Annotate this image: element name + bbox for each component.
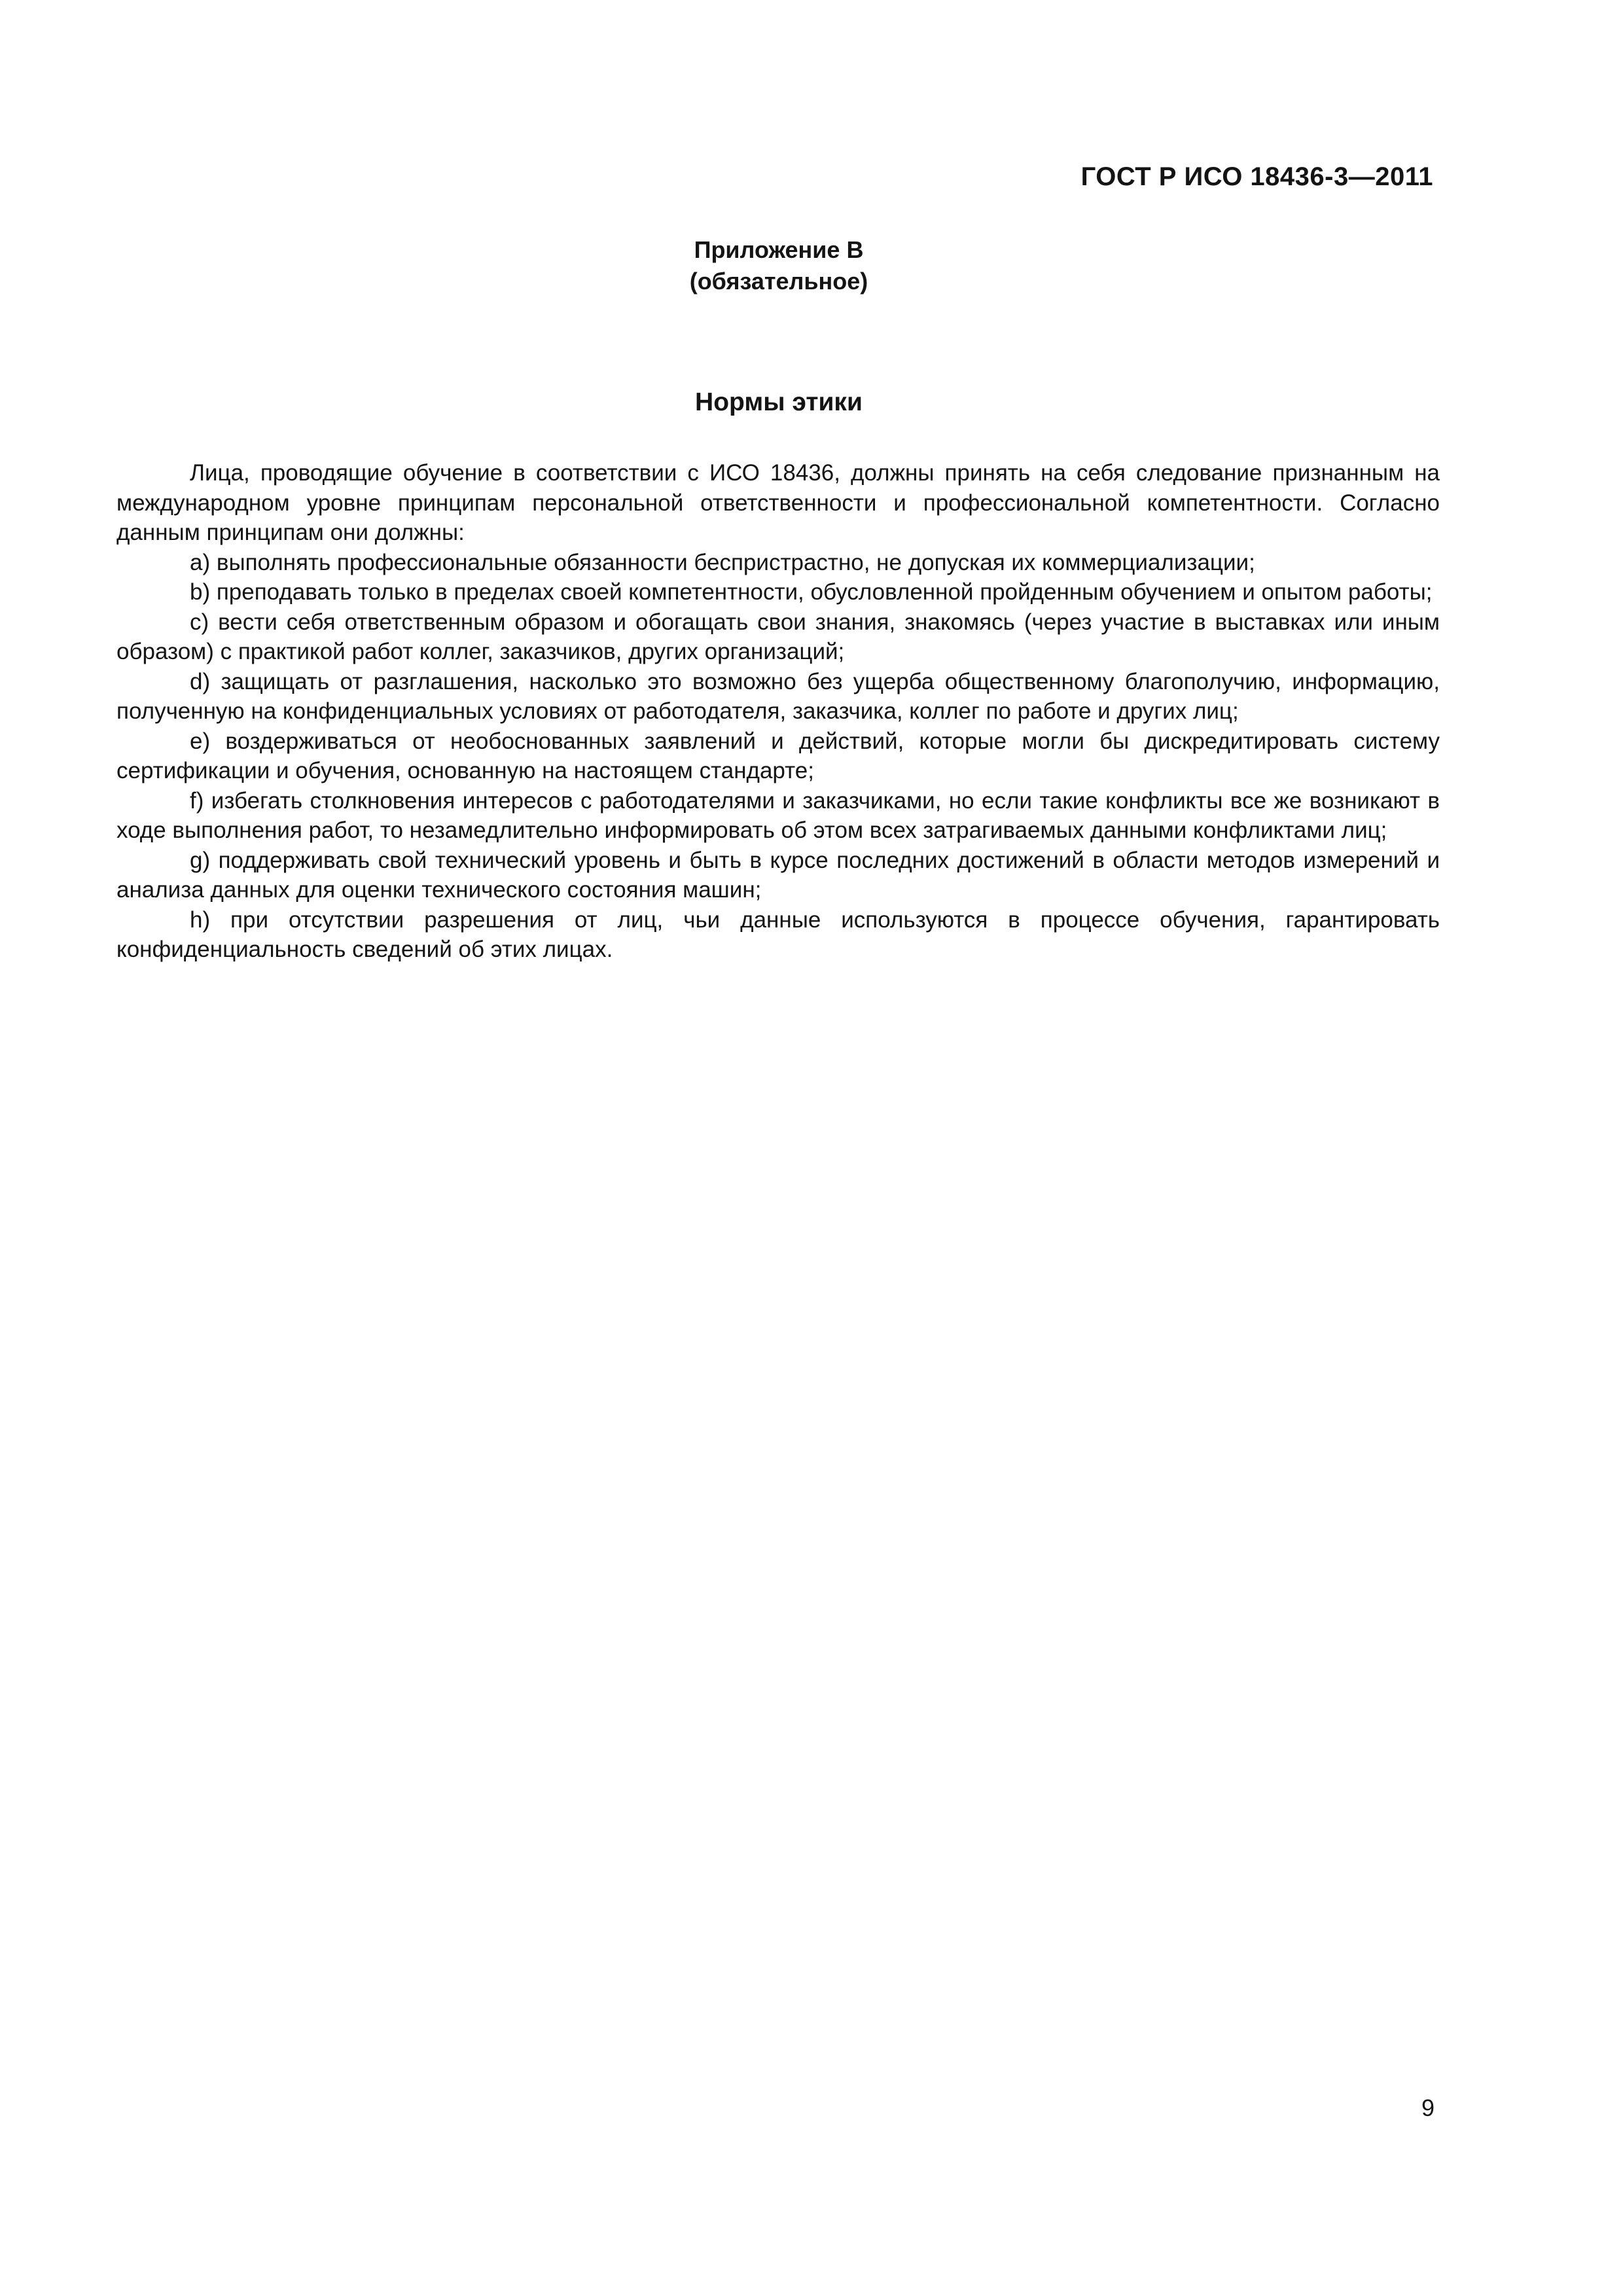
page-number: 9	[1421, 2094, 1435, 2121]
list-item-c: c) вести себя ответственным образом и обогащать свои знания, знакомясь (через участие в выставках или иным образом) с практикой работ коллег, заказчиков, других организаций;	[116, 609, 1440, 664]
list-item-g: g) поддерживать свой технический уровень и быть в курсе последних достижений в области методов измерений и анализа данных для оценки технического состояния машин;	[116, 847, 1440, 903]
list-item-h: h) при отсутствии разрешения от лиц, чьи данные используются в процессе обучения, гарантировать конфиденциальность сведений об этих лицах.	[116, 906, 1440, 962]
intro-paragraph: Лица, проводящие обучение в соответствии с ИСО 18436, должны принять на себя следование признанным на международном уровне принципам персональной ответственности и профессиональной компетентности. Согласно данным принципам они должны:	[116, 460, 1440, 545]
body-text	[116, 458, 1440, 965]
annex-title: Приложение В	[694, 236, 864, 263]
annex-heading	[0, 234, 1558, 297]
annex-status: (обязательное)	[689, 268, 868, 295]
list-item-f: f) избегать столкновения интересов с работодателями и заказчиками, но если такие конфликты все же возникают в ходе выполнения работ, то незамедлительно информировать об этом всех затрагиваемых данными конфликтами лиц;	[116, 787, 1440, 843]
section-title: Нормы этики	[695, 388, 863, 416]
list-item-d: d) защищать от разглашения, насколько это возможно без ущерба общественному благополучию, информацию, полученную на конфиденциальных условиях от работодателя, заказчика, коллег по работе и других лиц;	[116, 668, 1440, 724]
list-item-b: b) преподавать только в пределах своей компетентности, обусловленной пройденным обучением и опытом работы;	[190, 579, 1433, 605]
standard-code: ГОСТ Р ИСО 18436-3—2011	[1080, 162, 1433, 191]
list-item-e: e) воздерживаться от необоснованных заявлений и действий, которые могли бы дискредитировать систему сертификации и обучения, основанную на настоящем стандарте;	[116, 728, 1440, 783]
list-item-a: a) выполнять профессиональные обязанности беспристрастно, не допуская их коммерциализации;	[190, 549, 1255, 575]
